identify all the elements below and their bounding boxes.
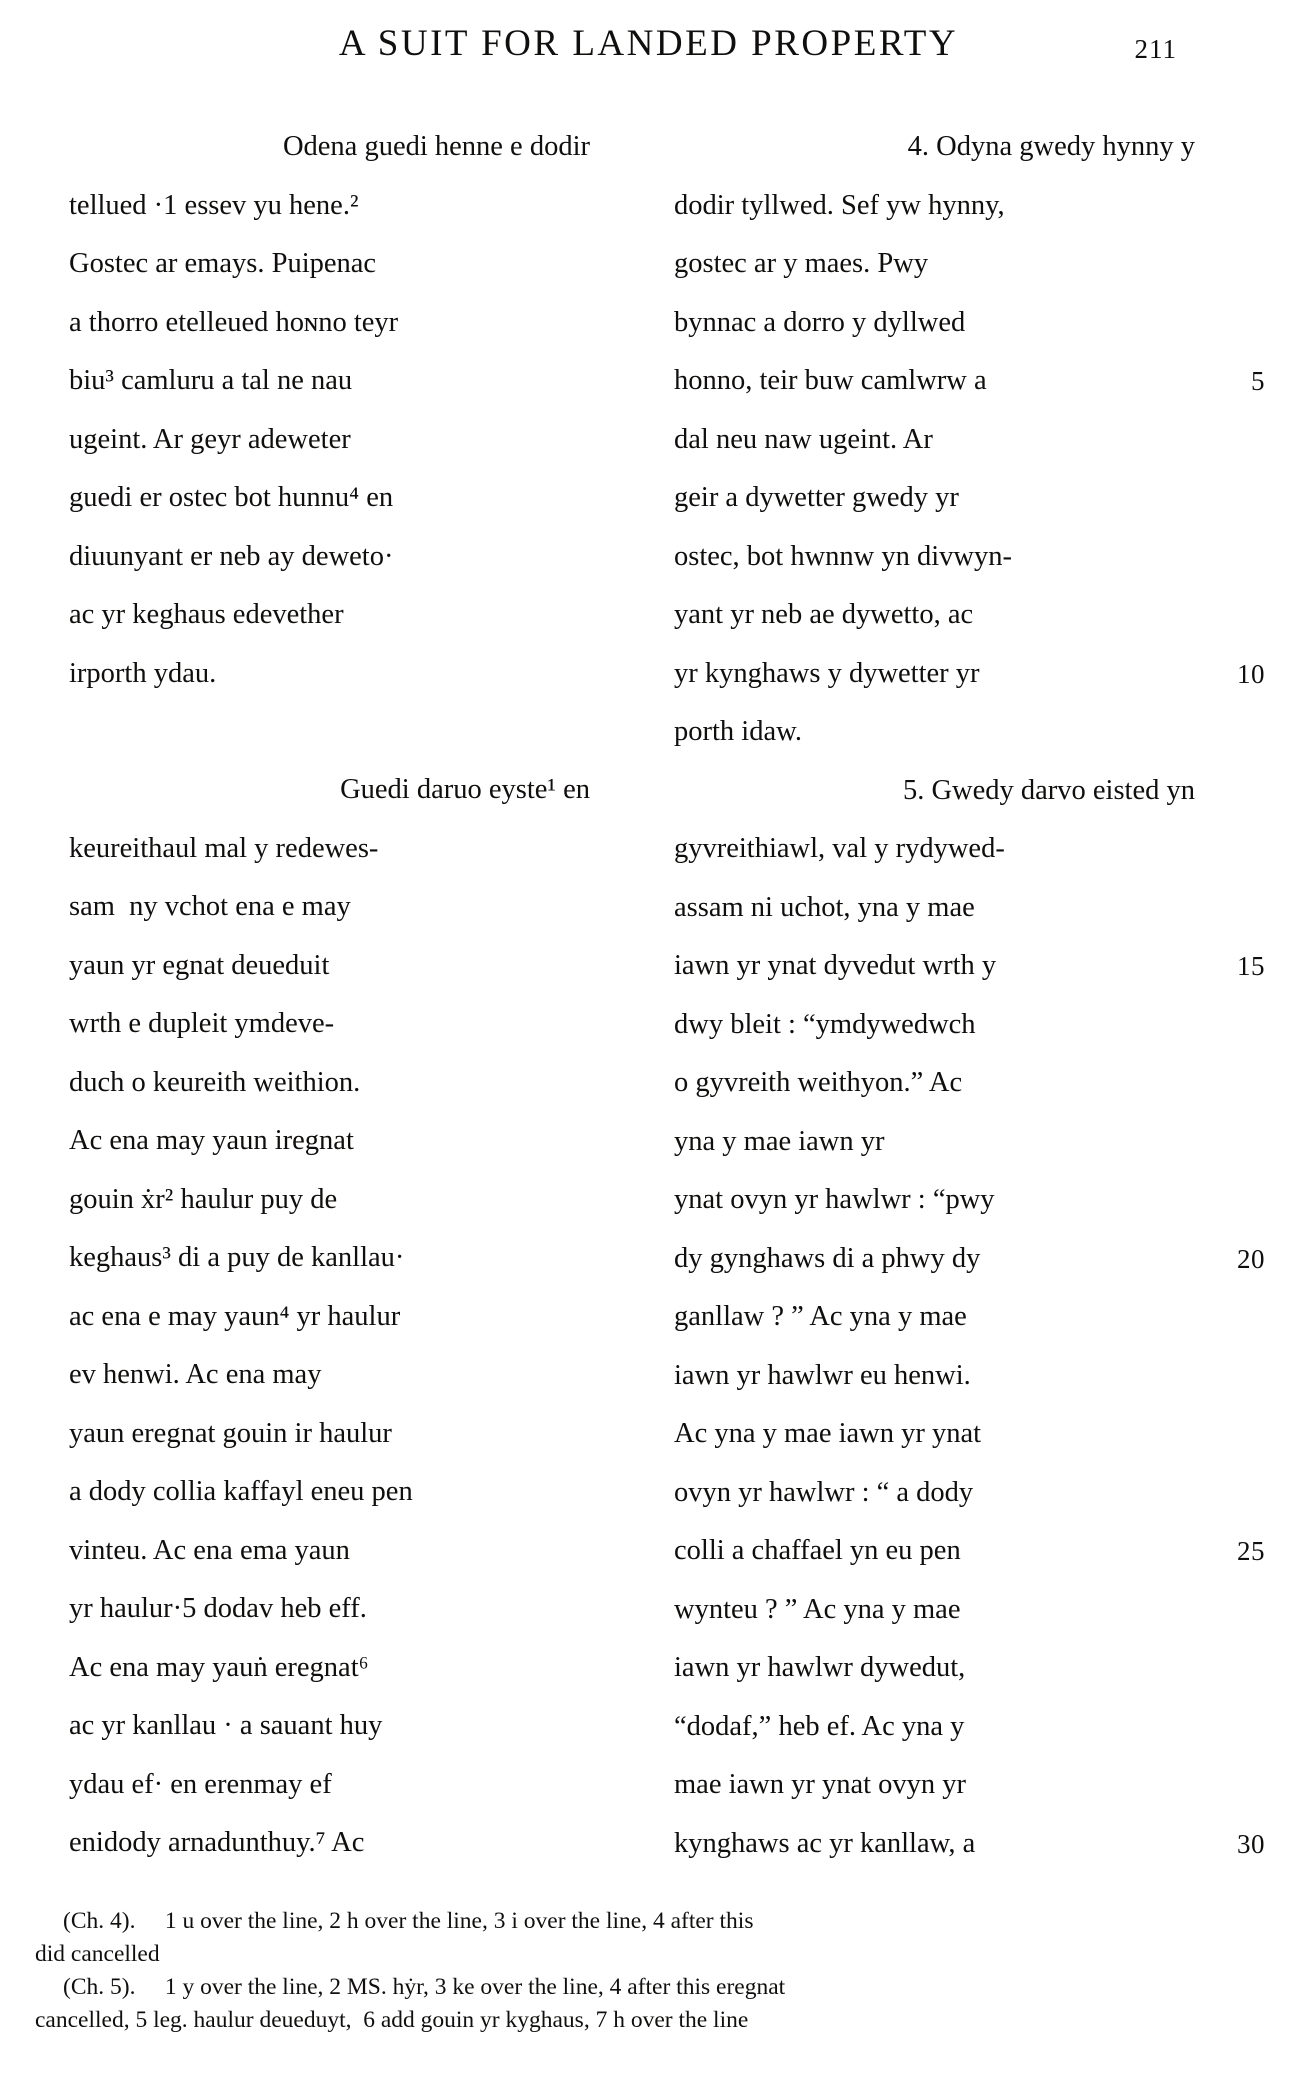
line-text: gyvreithiawl, val y rydywed- <box>674 833 1005 864</box>
line-text: duch o keureith weithion. <box>69 1066 361 1098</box>
line-text: ev henwi. Ac ena may <box>69 1359 322 1390</box>
text-line <box>35 1054 590 1113</box>
paragraph-welsh-2 <box>35 761 590 1873</box>
line-text: gouin ẋr² haulur puy de <box>69 1183 338 1215</box>
line-text: ac yr keghaus edevether <box>69 599 344 630</box>
text-line <box>640 1464 1195 1523</box>
line-text: a dody collia kaffayl eneu pen <box>69 1476 413 1507</box>
line-text: mae iawn yr ynat ovyn yr <box>674 1769 967 1800</box>
text-line <box>640 1756 1195 1815</box>
paragraph-translation-4 <box>640 118 1265 762</box>
line-text: wynteu ? ” Ac yna y mae <box>674 1593 961 1625</box>
line-text: geir a dywetter gwedy yr <box>674 482 959 513</box>
line-text: ovyn yr hawlwr : “ a dody <box>674 1476 974 1508</box>
text-line <box>35 820 590 879</box>
page-title: A SUIT FOR LANDED PROPERTY <box>338 23 959 64</box>
line-text: biu³ camluru a tal ne nau <box>69 365 353 396</box>
paragraph-translation-5 <box>640 762 1265 1874</box>
text-line <box>640 1054 1195 1113</box>
line-text: “dodaf,” heb ef. Ac yna y <box>674 1710 965 1742</box>
right-column <box>640 118 1265 1873</box>
text-line <box>35 645 590 704</box>
text-line <box>640 1405 1195 1464</box>
line-text: Ac ena may yauṅ eregnat⁶ <box>69 1651 369 1683</box>
text-line <box>640 1815 1265 1874</box>
text-line <box>640 937 1265 996</box>
line-text: bynnac a dorro y dyllwed <box>674 306 966 338</box>
text-line <box>35 1112 590 1171</box>
text-line <box>35 294 590 353</box>
text-line <box>35 235 590 294</box>
text-line <box>35 1756 590 1815</box>
line-text: a thorro etelleued hoɴno teyr <box>69 306 399 338</box>
text-line <box>35 1697 590 1756</box>
line-text: yr haulur·5 dodav heb eff. <box>69 1593 367 1624</box>
text-line <box>35 1288 590 1347</box>
line-text: colli a chaffael yn eu pen <box>674 1535 961 1566</box>
line-text: irporth ydau. <box>69 657 217 689</box>
text-line <box>35 1405 590 1464</box>
line-text: assam ni uchot, yna y mae <box>674 891 975 923</box>
text-line <box>640 879 1195 938</box>
line-text: wrth e dupleit ymdeve- <box>69 1008 335 1039</box>
text-line <box>35 352 590 411</box>
line-text: honno, teir buw camlwrw a <box>674 365 987 396</box>
page-number: 211 <box>1134 34 1177 64</box>
text-line <box>640 235 1195 294</box>
line-number: 25 <box>1237 1536 1265 1566</box>
text-line <box>640 118 1195 177</box>
text-line <box>640 820 1195 879</box>
text-line <box>35 1463 590 1522</box>
text-line <box>640 294 1195 353</box>
text-line <box>640 1522 1265 1581</box>
line-text: keureithaul mal y redewes- <box>69 832 379 864</box>
text-line <box>640 352 1265 411</box>
line-text: iawn yr hawlwr dywedut, <box>674 1652 966 1683</box>
line-number: 30 <box>1237 1828 1265 1859</box>
line-text: 5. Gwedy darvo eisted yn <box>902 774 1195 806</box>
line-text: gostec ar y maes. Pwy <box>674 248 929 279</box>
left-column <box>35 118 590 1873</box>
text-line <box>35 411 590 470</box>
paragraph-welsh-1 <box>35 118 590 703</box>
text-line <box>35 1639 590 1698</box>
text-line <box>35 1229 590 1288</box>
line-text: Ac ena may yaun iregnat <box>69 1125 354 1156</box>
line-text: ydau ef· en erenmay ef <box>69 1768 332 1800</box>
text-line <box>35 528 590 587</box>
text-line <box>640 645 1265 704</box>
line-number: 20 <box>1237 1243 1265 1274</box>
text-line <box>640 586 1195 645</box>
line-number: 15 <box>1237 951 1265 981</box>
text-line <box>640 996 1195 1055</box>
text-line <box>640 703 1195 762</box>
text-line <box>640 177 1195 236</box>
line-text: kynghaws ac yr kanllaw, a <box>674 1827 976 1859</box>
text-line <box>35 937 590 996</box>
text-line <box>35 1814 590 1873</box>
text-line <box>640 762 1195 821</box>
line-text: ugeint. Ar geyr adeweter <box>69 423 351 455</box>
line-text: Guedi daruo eyste¹ en <box>340 774 590 805</box>
text-line <box>35 1580 590 1639</box>
text-line <box>35 469 590 528</box>
line-text: ac yr kanllau · a sauant huy <box>69 1710 383 1741</box>
line-text: diuunyant er neb ay deweto· <box>69 540 394 572</box>
line-text: vinteu. Ac ena ema yaun <box>69 1534 350 1566</box>
line-text: tellued ·1 essev yu hene.² <box>69 189 359 221</box>
line-text: Gostec ar emays. Puipenac <box>69 248 377 279</box>
line-text: dy gynghaws di a phwy dy <box>674 1242 981 1274</box>
line-text: 4. Odyna gwedy hynny y <box>907 131 1195 162</box>
text-line <box>640 411 1195 470</box>
footnote-line: (Ch. 5). 1 y over the line, 2 MS. hẏr, 3 ke over the line, 4 after this eregnat <box>63 1974 786 2000</box>
text-line <box>35 995 590 1054</box>
line-text: keghaus³ di a puy de kanllau· <box>69 1242 405 1273</box>
line-text: o gyvreith weithyon.” Ac <box>674 1067 963 1098</box>
text-line <box>35 1346 590 1405</box>
line-text: yant yr neb ae dywetto, ac <box>674 599 974 630</box>
text-line <box>35 878 590 937</box>
line-text: yaun eregnat gouin ir haulur <box>69 1417 392 1449</box>
text-columns <box>0 118 1297 1868</box>
line-text: ynat ovyn yr hawlwr : “pwy <box>674 1184 995 1215</box>
footnotes <box>35 1905 1265 2037</box>
text-line <box>35 1171 590 1230</box>
line-text: guedi er ostec bot hunnu⁴ en <box>69 482 394 513</box>
text-line <box>35 1522 590 1581</box>
text-line <box>35 118 590 177</box>
line-text: dodir tyllwed. Sef yw hynny, <box>674 189 1005 221</box>
text-line <box>640 469 1195 528</box>
text-line <box>640 1347 1195 1406</box>
line-text: sam ny vchot ena e may <box>69 891 351 922</box>
text-line <box>35 761 590 820</box>
text-line <box>640 1230 1265 1289</box>
text-line <box>640 1113 1195 1172</box>
text-line <box>35 177 590 236</box>
footnote-line: (Ch. 4). 1 u over the line, 2 h over the line, 3 i over the line, 4 after this <box>63 1908 754 1934</box>
page-header <box>0 22 1297 65</box>
line-text: ganllaw ? ” Ac yna y mae <box>674 1301 967 1332</box>
text-line <box>640 1171 1195 1230</box>
text-line <box>35 586 590 645</box>
line-text: ac ena e may yaun⁴ yr haulur <box>69 1300 401 1332</box>
text-line <box>640 1581 1195 1640</box>
line-text: yaun yr egnat deueduit <box>69 949 330 981</box>
footnote-line: cancelled, 5 leg. haulur deueduyt, 6 add gouin yr kyghaus, 7 h over the line <box>35 2007 749 2033</box>
footnote-line: did cancelled <box>35 1941 160 1967</box>
line-number: 10 <box>1237 658 1265 689</box>
line-text: enidody arnadunthuy.⁷ Ac <box>69 1827 365 1858</box>
line-text: iawn yr ynat dyvedut wrth y <box>674 950 997 981</box>
line-text: ostec, bot hwnnw yn divwyn- <box>674 540 1013 572</box>
line-number: 5 <box>1251 366 1265 396</box>
text-line <box>640 1288 1195 1347</box>
line-text: porth idaw. <box>674 716 802 747</box>
line-text: dal neu naw ugeint. Ar <box>674 423 933 455</box>
line-text: Ac yna y mae iawn yr ynat <box>674 1418 982 1449</box>
line-text: Odena guedi henne e dodir <box>282 131 590 162</box>
line-text: iawn yr hawlwr eu henwi. <box>674 1359 971 1391</box>
line-text: dwy bleit : “ymdywedwch <box>674 1008 976 1040</box>
text-line <box>640 528 1195 587</box>
text-line <box>640 1698 1195 1757</box>
line-text: yr kynghaws y dywetter yr <box>674 657 980 689</box>
text-line <box>640 1639 1195 1698</box>
line-text: yna y mae iawn yr <box>674 1125 885 1157</box>
